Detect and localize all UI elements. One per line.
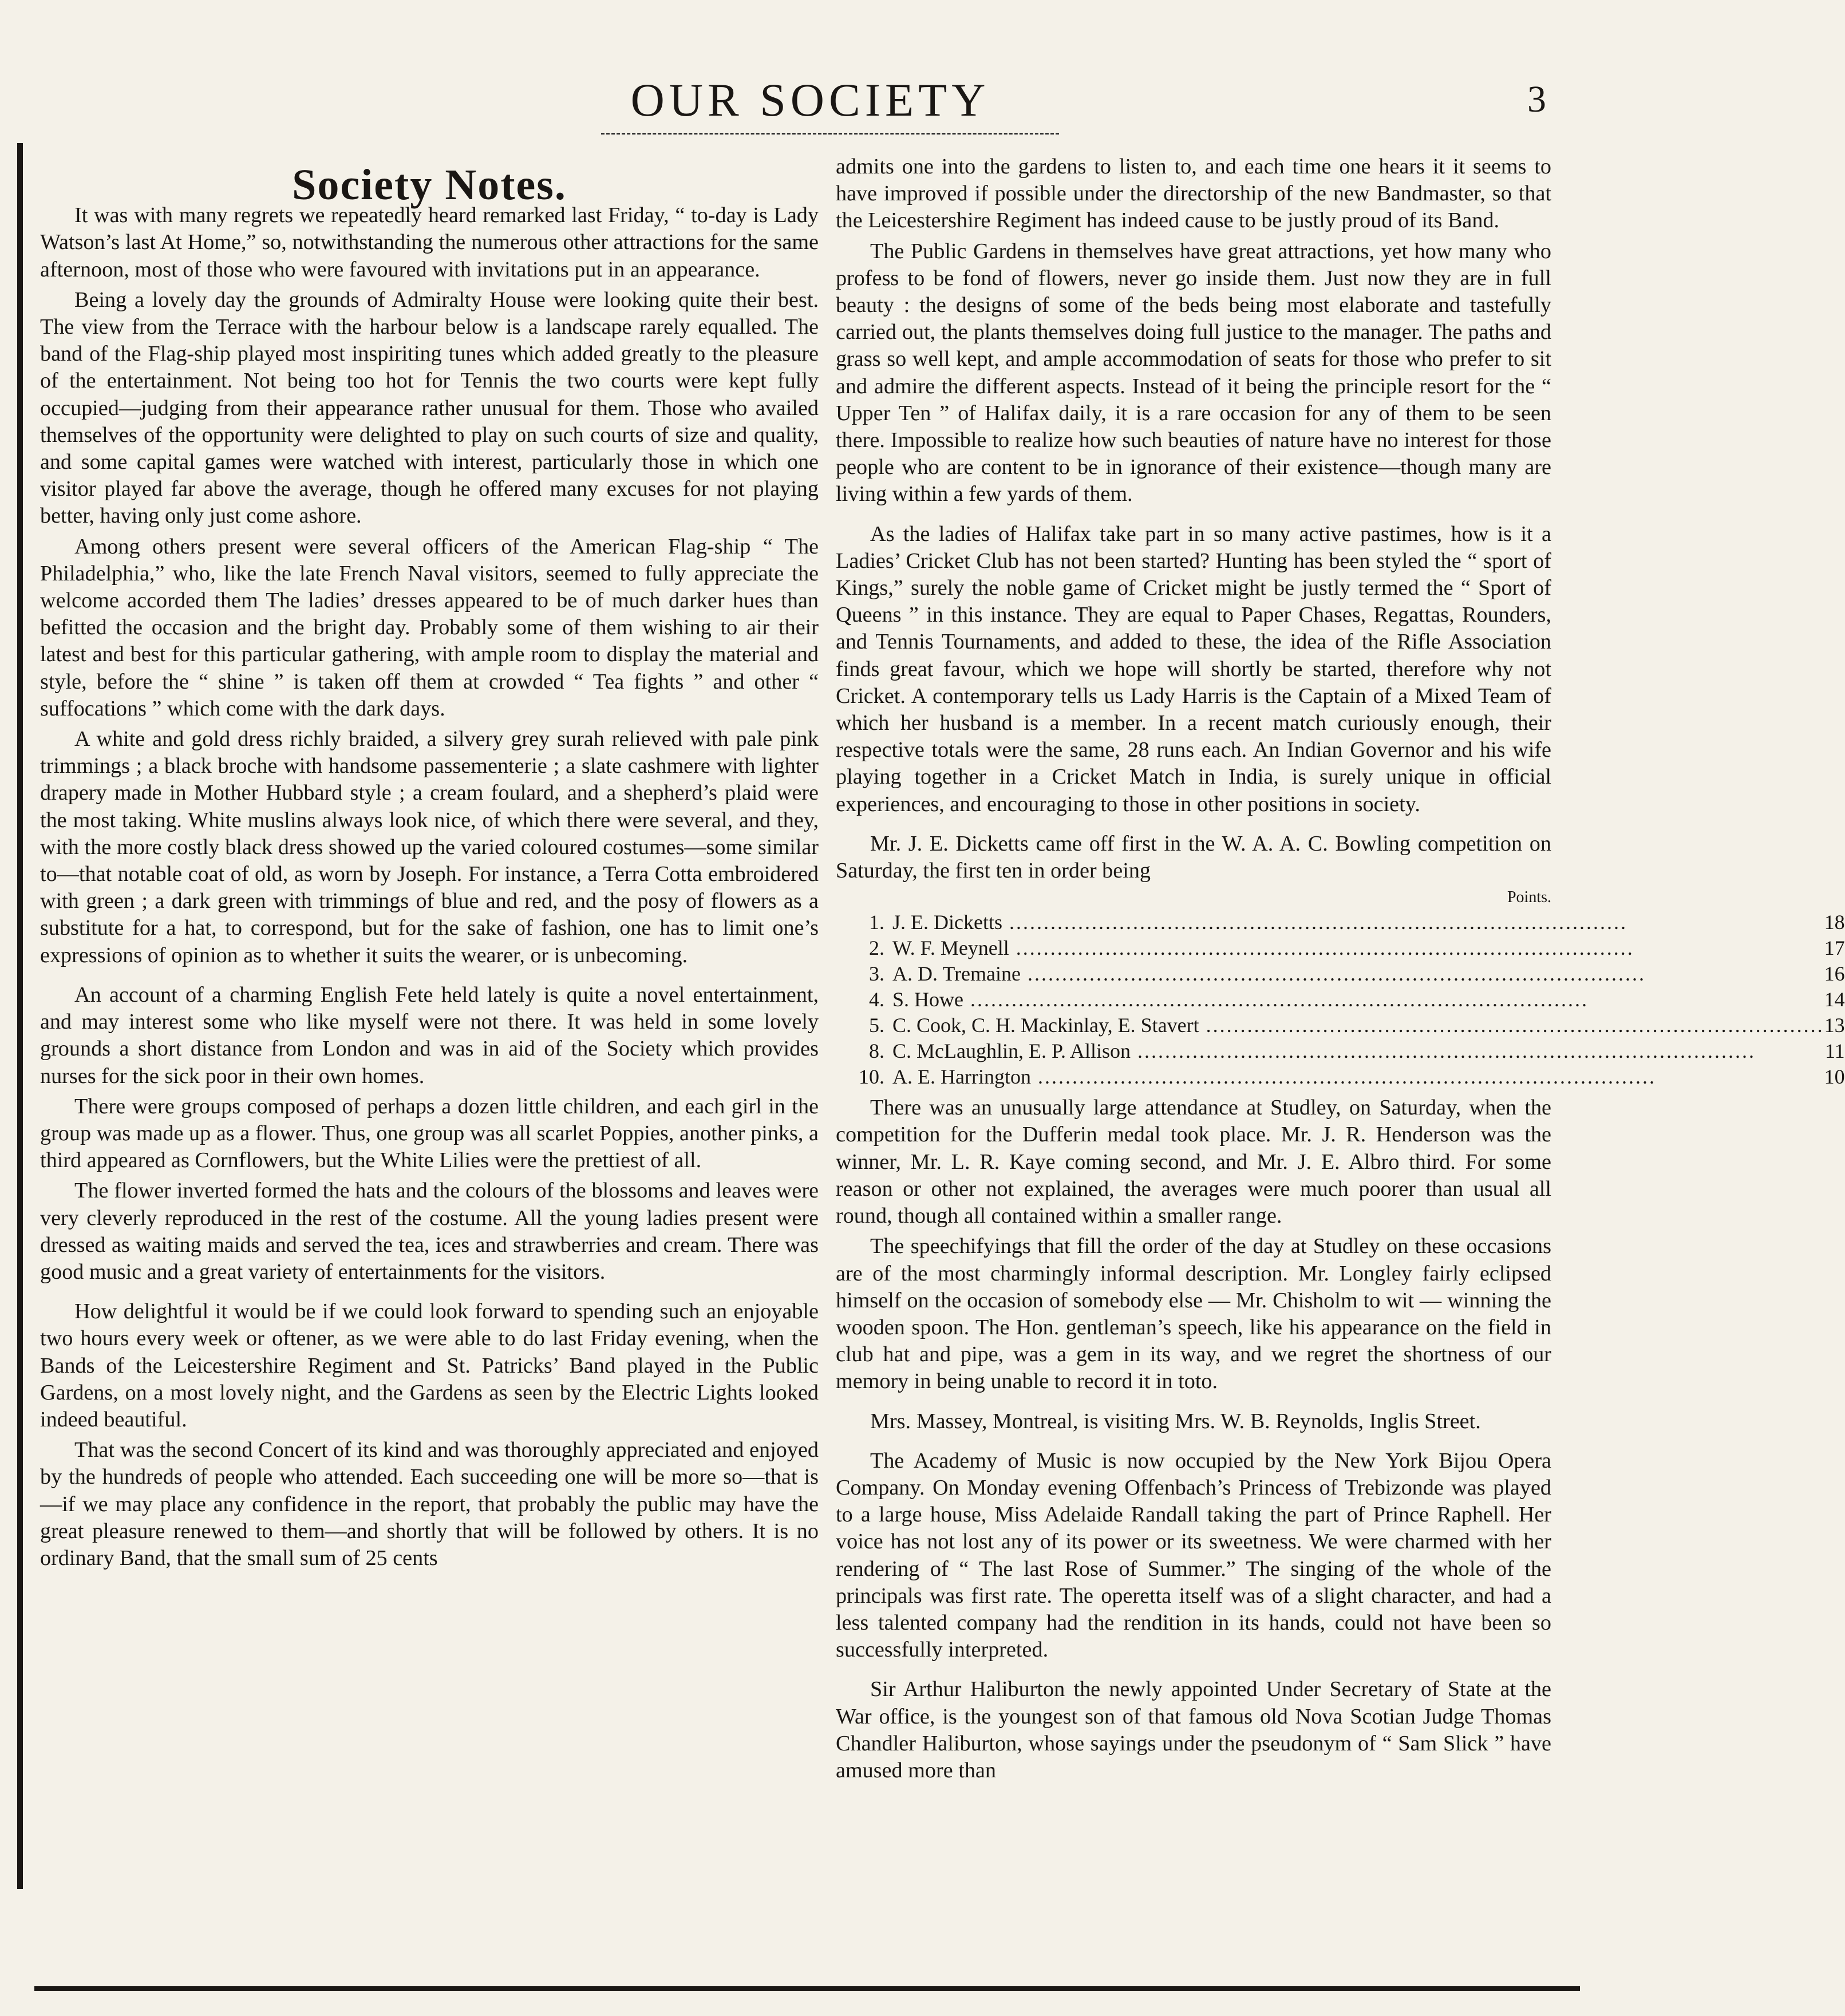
paragraph: Sir Arthur Haliburton the newly appointed Under Secretary of State at the War office, is the youngest son of that famous old Nova Scotian Judge Thomas Chandler Haliburton, whose sayings under the pseudonym of “ Sam Slick ” have amused more than [836,1677,1551,1782]
paragraph: There was an unusually large attendance at Studley, on Saturday, when the competition for the Dufferin medal took place. Mr. J. R. Henderson was the winner, Mr. L. R. Kaye coming second, and Mr. J. E. Albro third. For some reason or other not explained, the averages were much poorer than usual all round, though all contained within a smaller range. [836,1096,1551,1228]
table-row [859,987,1845,1013]
score-name: A. D. Tremaine ..... [892,962,1646,985]
score-name: J. E. Dicketts ..... [892,911,1627,934]
score-name: S. Howe ..... [892,988,1589,1011]
score-points: 13 [1824,1014,1845,1037]
score-rank: 2. [869,936,884,960]
paragraph: The speechifyings that fill the order of the day at Studley on these occasions are of the most charmingly informal description. Mr. Longley fairly eclipsed himself on the occasion of somebody else — Mr. Chisholm to wit — winning the wooden spoon. The Hon. gentleman’s speech, like his appearance on the field in club hat and pipe, was a gem in its way, and we regret the shortness of our memory in being unable to record it in toto. [836,1234,1551,1394]
score-name-cell [892,935,1824,961]
paragraph: The Public Gardens in themselves have great attractions, yet how many who profess to be fond of flowers, never go inside them. Just now they are in full beauty : the designs of some of the beds being most elaborate and tastefully carried out, the plants themselves doing full justice to the manager. The paths and grass so well kept, and ample accommodation of seats for those who prefer to sit and admire the different aspects. Instead of it being the principle resort for the “ Upper Ten ” of Halifax daily, it is a rare occasion for any of them to be seen there. Impossible to realize how such beauties of nature have no interest for those people who are content to be in ignorance of their existence—though many are living within a few yards of them. [836,239,1551,507]
paragraph: How delightful it would be if we could look forward to spending such an enjoyable two hours every week or oftener, as we were able to do last Friday evening, when the Bands of the Leicestershire Regiment and St. Patricks’ Band played in the Public Gardens, on a most lovely night, and the Gardens as seen by the Electric Lights looked indeed beautiful. [40,1299,819,1432]
score-points: 10 [1824,1065,1845,1089]
paragraph: That was the second Concert of its kind and was thoroughly appreciated and enjoyed by the hundreds of people who attended. Each succeeding one will be more so—that is—if we may place any confidence in the report, that probably the public may have the great pleasure renewed to them—and shortly that will be followed by others. It is no ordinary Band, that the small sum of 25 cents [40,1438,819,1570]
left-column [40,161,819,1575]
score-name: C. Cook, C. H. Mackinlay, E. Stavert ..... [892,1014,1824,1037]
score-name: W. F. Meynell ..... [892,936,1634,959]
score-points: 14 [1824,988,1845,1011]
score-points: 11 [1824,1039,1845,1063]
score-rank: 10. [859,1065,884,1089]
score-name-cell [892,1064,1824,1090]
score-name-cell [892,1013,1824,1038]
paragraph: The Academy of Music is now occupied by the New York Bijou Opera Company. On Monday evening Offenbach’s Princess of Trebizonde was played to a large house, Miss Adelaide Randall taking the part of Prince Raphell. Her voice has not lost any of its power or its sweetness. We were charmed with her rendering of “ The last Rose of Summer.” The singing of the whole of the principals was first rate. The operetta itself was of a slight character, and had a less talented company had the rendition in its hands, could not have been so successfully interpreted. [836,1448,1551,1662]
score-rank: 5. [869,1014,884,1037]
points-column-header: Points. [1507,888,1551,907]
paragraph: The flower inverted formed the hats and the colours of the blossoms and leaves were very cleverly reproduced in the rest of the costume. All the young ladies present were dressed as waiting maids and served the tea, ices and strawberries and cream. There was good music and a great variety of entertainments for the visitors. [40,1179,819,1284]
bowling-results-table [859,910,1845,1090]
page-number: 3 [1527,78,1546,120]
paragraph: There were groups composed of perhaps a dozen little children, and each girl in the group was made up as a flower. Thus, one group was all scarlet Poppies, another pinks, a third appeared as Cornflowers, but the White Lilies were the prettiest of all. [40,1094,819,1173]
table-row [859,1038,1845,1064]
score-name-cell [892,961,1824,987]
paragraph: admits one into the gardens to listen to, and each time one hears it it seems to have improved if possible under the directorship of the new Bandmaster, so that the Leicestershire Regiment has indeed cause to be justly proud of its Band. [836,155,1551,233]
table-row [859,1064,1845,1090]
paragraph: Mr. J. E. Dicketts came off first in the W. A. A. C. Bowling competition on Saturday, the first ten in order being [836,831,1551,883]
score-name: C. McLaughlin, E. P. Allison ..... [892,1039,1756,1062]
paragraph: Being a lovely day the grounds of Admiralty House were looking quite their best. The view from the Terrace with the harbour below is a landscape rarely equalled. The band of the Flag-ship played most inspiriting tunes which added greatly to the pleasure of the entertainment. Not being too hot for Tennis the two courts were kept fully occupied—judging from their appearance rather unusual for them. Those who availed themselves of the opportunity were delighted to play on such courts of size and quality, and some capital games were watched with interest, particularly those in which one visitor played far above the average, though he offered many excuses for not playing better, having only just come ashore. [40,287,819,528]
score-name-cell [892,1038,1824,1064]
score-rank: 8. [869,1039,884,1063]
score-points: 18 [1824,911,1845,934]
masthead-rule [601,133,1059,135]
left-margin-rule [17,143,23,1889]
score-rank: 1. [869,911,884,934]
table-row [859,935,1845,961]
table-row [859,910,1845,935]
score-name: A. E. Harrington ..... [892,1065,1656,1088]
bottom-rule [34,1986,1580,1991]
table-row [859,961,1845,987]
score-name-cell [892,910,1824,935]
masthead-title: OUR SOCIETY [630,74,990,126]
score-name-cell [892,987,1824,1013]
table-row [859,1013,1845,1038]
score-points: 17 [1824,936,1845,960]
paragraph: As the ladies of Halifax take part in so many active pastimes, how is it a Ladies’ Cricket Club has not been started? Hunting has been styled the “ sport of Kings,” surely the noble game of Cricket might be justly termed the “ Sport of Queens ” in this instance. They are equal to Paper Chases, Regattas, Rounders, and Tennis Tournaments, and added to these, the idea of the Rifle Association finds great favour, which we hope will shortly be started, therefore why not Cricket. A contemporary tells us Lady Harris is the Captain of a Mixed Team of which her husband is a member. In a recent match curiously enough, their respective totals were the same, 28 runs each. An Indian Governor and his wife playing together in a Cricket Match in India, is surely unique in official experiences, and encouraging to those in other positions in society. [836,521,1551,816]
paragraph: Among others present were several officers of the American Flag-ship “ The Philadelphia,” who, like the late French Naval visitors, seemed to fully appreciate the welcome accorded them The ladies’ dresses appeared to be of much darker hues than befitted the occasion and the bright day. Probably some of them wishing to air their latest and best for this particular gathering, with ample room to display the material and style, before the “ shine ” is taken off them at crowded “ Tea fights ” and other “ suffocations ” which come with the dark days. [40,534,819,721]
score-points: 16 [1824,962,1845,986]
paragraph: A white and gold dress richly braided, a silvery grey surah relieved with pale pink trimmings ; a black broche with handsome passementerie ; a slate cashmere with lighter drapery made in Mother Hubbard style ; a cream foulard, and a shepherd’s plaid were the most taking. White muslins always look nice, of which there were several, and they, with the more costly black dress showed up the varied coloured costumes—some similar to—that notable coat of old, as worn by Joseph. For instance, a Terra Cotta embroidered with green ; a dark green with trimmings of blue and red, and the posy of flowers as a substitute for a hat, to correspond, but for the sake of fashion, one has to limit one’s expressions of opinion as to whether it suits the wearer, or is unbecoming. [40,727,819,967]
score-rank: 4. [869,988,884,1011]
paragraph: An account of a charming English Fete held lately is quite a novel entertainment, and may interest some who like myself were not there. It was held in some lovely grounds a short distance from London and was in aid of the Society which provides nurses for the sick poor in their own homes. [40,982,819,1088]
right-column [836,153,1845,1788]
score-rank: 3. [869,962,884,986]
paragraph: Mrs. Massey, Montreal, is visiting Mrs. W. B. Reynolds, Inglis Street. [870,1409,1481,1433]
paragraph: It was with many regrets we repeatedly heard remarked last Friday, “ to-day is Lady Watson’s last At Home,” so, notwithstanding the numerous other attractions for the same afternoon, most of those who were favoured with invitations put in an appearance. [40,203,819,282]
section-title: Society Notes. [292,161,567,209]
